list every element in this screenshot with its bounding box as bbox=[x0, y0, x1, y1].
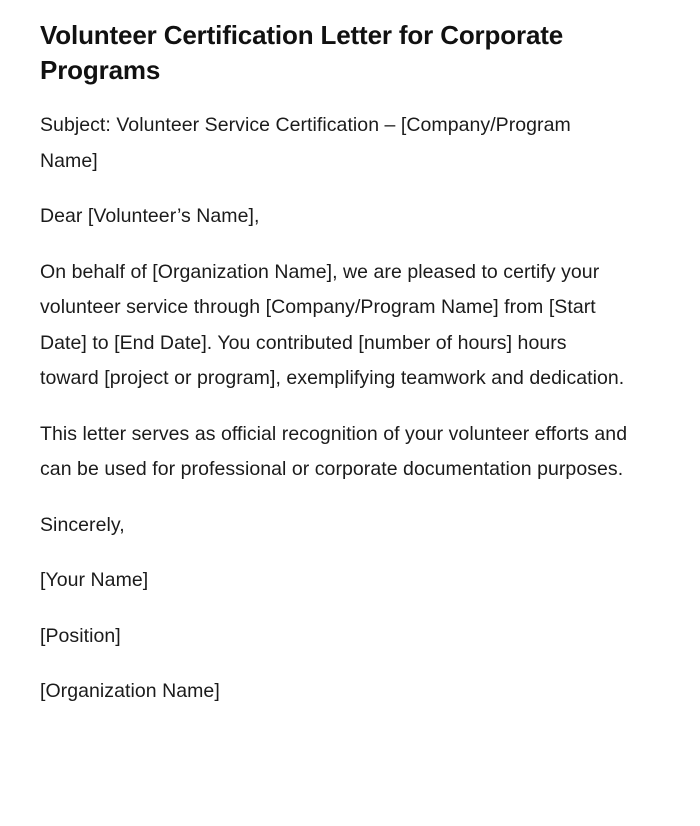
subject-line: Subject: Volunteer Service Certification – [Company/Program Name] bbox=[40, 114, 571, 172]
closing: Sincerely, bbox=[40, 513, 125, 536]
body-paragraph-1: On behalf of [Organization Name], we are pleased to certify your volunteer service through [Company/Program Name] from [Start Date] to [End Date]. You contributed [number of hours] hours toward [project or program], exemplifying teamwork and dedication. bbox=[40, 260, 625, 390]
signature-organization: [Organization Name] bbox=[40, 680, 220, 703]
body-paragraph-2: This letter serves as official recognition of your volunteer efforts and can be used for professional or corporate documentation purposes. bbox=[40, 422, 628, 481]
signature-position: [Position] bbox=[40, 624, 121, 647]
signature-name: [Your Name] bbox=[40, 569, 149, 592]
page-title: Volunteer Certification Letter for Corporate Programs bbox=[40, 20, 564, 85]
salutation: Dear [Volunteer’s Name], bbox=[40, 205, 260, 228]
